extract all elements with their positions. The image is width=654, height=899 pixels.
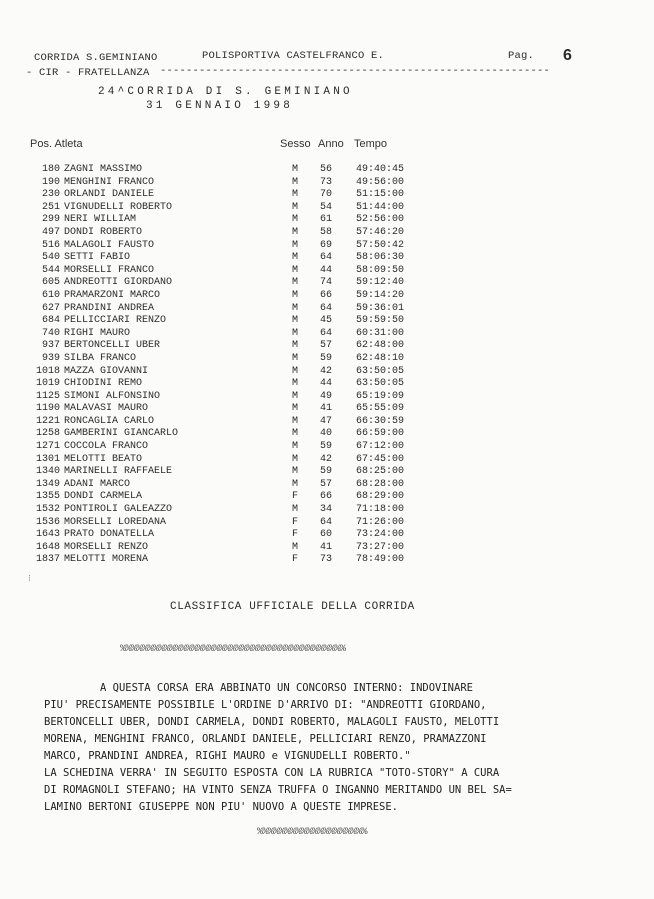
result-time: 49:56:00 — [356, 176, 405, 188]
result-sex: M — [292, 365, 299, 377]
column-time: Tempo — [354, 138, 388, 150]
table-row — [30, 403, 450, 416]
result-time: 57:46:20 — [356, 226, 405, 238]
result-pos: 230 — [41, 189, 60, 201]
result-athlete: BERTONCELLI UBER — [64, 340, 161, 352]
result-time: 59:59:50 — [356, 315, 405, 327]
result-athlete: MELOTTI MORENA — [64, 554, 149, 566]
result-pos: 1301 — [35, 453, 60, 465]
result-athlete: PRANDINI ANDREA — [64, 302, 155, 314]
result-sex: M — [292, 403, 299, 415]
column-year: Anno — [318, 138, 344, 150]
table-row — [30, 466, 450, 479]
result-time: 63:50:05 — [356, 378, 405, 390]
table-row — [30, 328, 450, 341]
header-page-label: Pag. — [508, 50, 535, 62]
result-sex: M — [292, 441, 299, 453]
result-athlete: ORLANDI DANIELE — [64, 189, 155, 201]
result-pos: 937 — [41, 340, 60, 352]
result-year: 40 — [320, 428, 333, 440]
result-athlete: ADANI MARCO — [64, 478, 131, 490]
result-sex: M — [292, 289, 299, 301]
result-year: 69 — [320, 239, 333, 251]
table-row — [30, 277, 450, 290]
result-sex: M — [292, 252, 299, 264]
result-year: 42 — [320, 453, 333, 465]
paragraph-line: MARCO, PRANDINI ANDREA, RIGHI MAURO e VIGNUDELLI ROBERTO." — [44, 750, 411, 762]
result-pos: 939 — [41, 352, 60, 364]
result-sex: M — [292, 302, 299, 314]
result-pos: 190 — [41, 176, 60, 188]
paragraph-line: LA SCHEDINA VERRA' IN SEGUITO ESPOSTA CON LA RUBRICA "TOTO-STORY" A CURA — [44, 767, 500, 779]
result-time: 58:09:50 — [356, 264, 405, 276]
result-sex: M — [292, 340, 299, 352]
result-year: 64 — [320, 516, 333, 528]
result-athlete: ZAGNI MASSIMO — [64, 164, 143, 175]
result-athlete: PELLICCIARI RENZO — [64, 315, 167, 327]
result-sex: M — [292, 478, 299, 490]
table-row — [30, 177, 450, 190]
result-sex: F — [292, 491, 299, 503]
header-rule: ------------------------------------------------------------ — [160, 65, 551, 77]
result-athlete: NERI WILLIAM — [64, 214, 137, 226]
result-year: 58 — [320, 226, 333, 238]
results-table — [30, 164, 450, 567]
result-athlete: MALAGOLI FAUSTO — [64, 239, 155, 251]
result-sex: M — [292, 378, 299, 390]
result-sex: M — [292, 264, 299, 276]
paragraph-line: PIU' PRECISAMENTE POSSIBILE L'ORDINE D'ARRIVO DI: "ANDREOTTI GIORDANO, — [44, 699, 487, 711]
result-pos: 540 — [41, 252, 60, 264]
result-time: 66:59:00 — [356, 428, 405, 440]
result-athlete: GAMBERINI GIANCARLO — [64, 428, 179, 440]
header-event: CORRIDA S.GEMINIANO — [34, 52, 158, 64]
table-row — [30, 366, 450, 379]
result-sex: F — [292, 516, 299, 528]
margin-mark: ⁝ — [28, 574, 31, 584]
result-time: 73:27:00 — [356, 541, 405, 553]
result-sex: M — [292, 415, 299, 427]
result-pos: 610 — [41, 289, 60, 301]
title-date: 31 GENNAIO 1998 — [146, 100, 294, 112]
result-year: 34 — [320, 504, 333, 516]
result-sex: M — [292, 277, 299, 289]
result-year: 41 — [320, 403, 333, 415]
result-year: 64 — [320, 252, 333, 264]
result-athlete: MELOTTI BEATO — [64, 453, 143, 465]
table-row — [30, 189, 450, 202]
result-year: 59 — [320, 466, 333, 478]
result-time: 52:56:00 — [356, 214, 405, 226]
result-pos: 1221 — [35, 415, 60, 427]
result-time: 62:48:00 — [356, 340, 405, 352]
table-row — [30, 428, 450, 441]
result-athlete: PONTIROLI GALEAZZO — [64, 504, 173, 516]
result-athlete: MAZZA GIOVANNI — [64, 365, 149, 377]
table-row — [30, 441, 450, 454]
result-time: 65:19:09 — [356, 390, 405, 402]
result-pos: 1648 — [35, 541, 60, 553]
result-time: 78:49:00 — [356, 554, 405, 566]
result-pos: 1190 — [35, 403, 60, 415]
result-athlete: CHIODINI REMO — [64, 378, 143, 390]
header-page-number: 6 — [563, 47, 572, 64]
result-sex: M — [292, 428, 299, 440]
table-row — [30, 252, 450, 265]
table-row — [30, 202, 450, 215]
decorative-wavy-line: %%%%%%%%%%%%%%%%%%%%%%%%%%%%%%%%%%%%%%%%% — [120, 644, 346, 655]
result-pos: 1125 — [35, 390, 60, 402]
paragraph-line: MORENA, MENGHINI FRANCO, ORLANDI DANIELE, PELLICIARI RENZO, PRAMAZZONI — [44, 733, 487, 745]
result-time: 68:29:00 — [356, 491, 405, 503]
result-year: 66 — [320, 289, 333, 301]
result-time: 58:06:30 — [356, 252, 405, 264]
result-time: 49:40:45 — [356, 164, 405, 175]
result-time: 57:50:42 — [356, 239, 405, 251]
table-row — [30, 227, 450, 240]
result-pos: 1837 — [35, 554, 60, 566]
result-pos: 627 — [41, 302, 60, 314]
result-year: 56 — [320, 164, 333, 175]
result-year: 59 — [320, 352, 333, 364]
caption-official-ranking: CLASSIFICA UFFICIALE DELLA CORRIDA — [170, 601, 415, 613]
result-pos: 1536 — [35, 516, 60, 528]
result-time: 51:44:00 — [356, 201, 405, 213]
result-athlete: ANDREOTTI GIORDANO — [64, 277, 173, 289]
result-time: 59:12:40 — [356, 277, 405, 289]
result-pos: 1018 — [35, 365, 60, 377]
result-pos: 497 — [41, 226, 60, 238]
result-athlete: SETTI FABIO — [64, 252, 131, 264]
result-year: 42 — [320, 365, 333, 377]
table-row — [30, 265, 450, 278]
table-row — [30, 240, 450, 253]
result-sex: M — [292, 504, 299, 516]
result-sex: M — [292, 541, 299, 553]
result-time: 66:30:59 — [356, 415, 405, 427]
result-sex: M — [292, 226, 299, 238]
table-row — [30, 479, 450, 492]
result-year: 45 — [320, 315, 333, 327]
result-time: 68:28:00 — [356, 478, 405, 490]
result-pos: 1355 — [35, 491, 60, 503]
result-sex: M — [292, 189, 299, 201]
table-row — [30, 353, 450, 366]
result-time: 71:18:00 — [356, 504, 405, 516]
result-athlete: SILBA FRANCO — [64, 352, 137, 364]
result-pos: 251 — [41, 201, 60, 213]
table-row — [30, 542, 450, 555]
result-athlete: RONCAGLIA CARLO — [64, 415, 155, 427]
result-year: 66 — [320, 491, 333, 503]
result-year: 41 — [320, 541, 333, 553]
result-time: 59:36:01 — [356, 302, 405, 314]
result-pos: 684 — [41, 315, 60, 327]
result-sex: M — [292, 164, 299, 175]
result-sex: M — [292, 352, 299, 364]
result-pos: 180 — [41, 164, 60, 175]
result-time: 60:31:00 — [356, 327, 405, 339]
result-year: 73 — [320, 176, 333, 188]
result-year: 49 — [320, 390, 333, 402]
result-time: 51:15:00 — [356, 189, 405, 201]
paragraph-line: DI ROMAGNOLI STEFANO; HA VINTO SENZA TRUFFA O INGANNO MERITANDO UN BEL SA= — [44, 784, 512, 796]
table-row — [30, 529, 450, 542]
result-year: 70 — [320, 189, 333, 201]
result-pos: 516 — [41, 239, 60, 251]
result-time: 73:24:00 — [356, 529, 405, 541]
table-row — [30, 504, 450, 517]
result-athlete: RIGHI MAURO — [64, 327, 131, 339]
result-athlete: PRAMARZONI MARCO — [64, 289, 161, 301]
result-year: 60 — [320, 529, 333, 541]
result-athlete: PRATO DONATELLA — [64, 529, 155, 541]
result-athlete: MORSELLI RENZO — [64, 541, 149, 553]
table-row — [30, 517, 450, 530]
result-year: 47 — [320, 415, 333, 427]
result-sex: M — [292, 327, 299, 339]
column-sex: Sesso — [280, 138, 311, 150]
result-pos: 1532 — [35, 504, 60, 516]
paragraph-line: LAMINO BERTONI GIUSEPPE NON PIU' NUOVO A QUESTE IMPRESE. — [44, 801, 399, 813]
column-pos-athlete: Pos. Atleta — [30, 138, 83, 150]
result-pos: 544 — [41, 264, 60, 276]
contest-paragraph — [44, 680, 644, 816]
table-row — [30, 340, 450, 353]
result-year: 57 — [320, 340, 333, 352]
table-row — [30, 315, 450, 328]
result-athlete: SIMONI ALFONSINO — [64, 390, 161, 402]
result-athlete: COCCOLA FRANCO — [64, 441, 149, 453]
result-year: 61 — [320, 214, 333, 226]
result-sex: M — [292, 176, 299, 188]
result-time: 68:25:00 — [356, 466, 405, 478]
table-row — [30, 491, 450, 504]
table-row — [30, 391, 450, 404]
result-time: 62:48:10 — [356, 352, 405, 364]
result-sex: M — [292, 466, 299, 478]
result-athlete: DONDI CARMELA — [64, 491, 143, 503]
result-time: 67:12:00 — [356, 441, 405, 453]
result-athlete: MORSELLI LOREDANA — [64, 516, 167, 528]
result-pos: 740 — [41, 327, 60, 339]
table-row — [30, 164, 450, 177]
result-year: 44 — [320, 378, 333, 390]
header-org: - CIR - FRATELLANZA — [26, 67, 150, 79]
result-sex: M — [292, 453, 299, 465]
table-row — [30, 378, 450, 391]
result-sex: F — [292, 529, 299, 541]
result-sex: M — [292, 390, 299, 402]
result-athlete: DONDI ROBERTO — [64, 226, 143, 238]
result-year: 64 — [320, 327, 333, 339]
result-time: 63:50:05 — [356, 365, 405, 377]
result-year: 54 — [320, 201, 333, 213]
decorative-wavy-line-short: %%%%%%%%%%%%%%%%%%%% — [257, 827, 368, 838]
result-sex: F — [292, 554, 299, 566]
result-year: 64 — [320, 302, 333, 314]
result-athlete: MARINELLI RAFFAELE — [64, 466, 173, 478]
result-sex: M — [292, 201, 299, 213]
paragraph-line: A QUESTA CORSA ERA ABBINATO UN CONCORSO INTERNO: INDOVINARE — [100, 682, 473, 694]
result-pos: 605 — [41, 277, 60, 289]
result-pos: 1340 — [35, 466, 60, 478]
result-pos: 1271 — [35, 441, 60, 453]
result-time: 59:14:20 — [356, 289, 405, 301]
result-pos: 1258 — [35, 428, 60, 440]
result-athlete: MORSELLI FRANCO — [64, 264, 155, 276]
result-sex: M — [292, 315, 299, 327]
header-club: POLISPORTIVA CASTELFRANCO E. — [202, 50, 385, 62]
result-athlete: MALAVASI MAURO — [64, 403, 149, 415]
result-year: 74 — [320, 277, 333, 289]
result-year: 59 — [320, 441, 333, 453]
table-row — [30, 416, 450, 429]
result-pos: 1019 — [35, 378, 60, 390]
title-race: 24^CORRIDA DI S. GEMINIANO — [98, 86, 353, 98]
result-year: 57 — [320, 478, 333, 490]
table-row — [30, 214, 450, 227]
result-time: 71:26:00 — [356, 516, 405, 528]
result-pos: 1643 — [35, 529, 60, 541]
paragraph-line: BERTONCELLI UBER, DONDI CARMELA, DONDI ROBERTO, MALAGOLI FAUSTO, MELOTTI — [44, 716, 500, 728]
result-athlete: MENGHINI FRANCO — [64, 176, 155, 188]
result-pos: 1349 — [35, 478, 60, 490]
result-year: 44 — [320, 264, 333, 276]
result-time: 67:45:00 — [356, 453, 405, 465]
table-row — [30, 454, 450, 467]
table-row — [30, 303, 450, 316]
result-time: 65:55:09 — [356, 403, 405, 415]
table-row — [30, 290, 450, 303]
table-row — [30, 554, 450, 567]
result-sex: M — [292, 239, 299, 251]
result-year: 73 — [320, 554, 333, 566]
result-sex: M — [292, 214, 299, 226]
result-pos: 299 — [41, 214, 60, 226]
result-athlete: VIGNUDELLI ROBERTO — [64, 201, 173, 213]
